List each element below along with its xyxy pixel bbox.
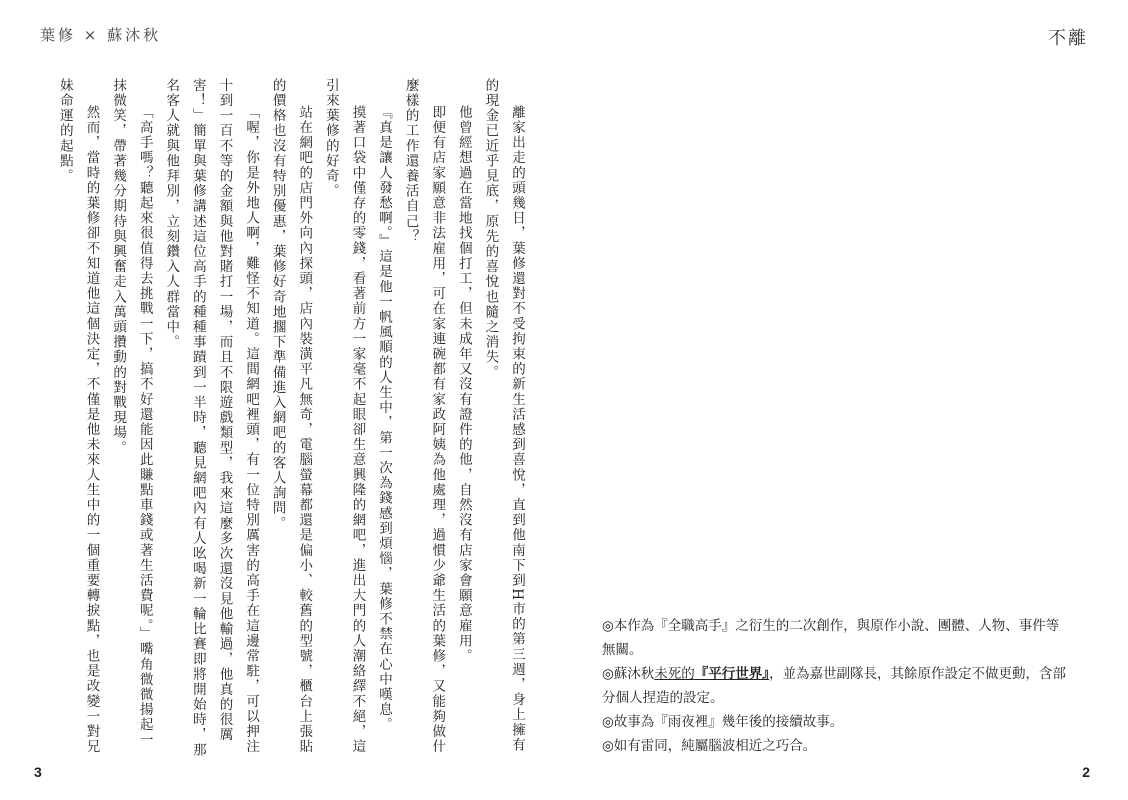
story-paragraph: 摸著口袋中僅存的零錢，看著前方一家毫不起眼卻生意興隆的網吧，進出大門的人潮絡繹不絕，這引來葉修的好奇。: [322, 78, 366, 755]
story-paragraph: 然而，當時的葉修卻不知道他這個決定，不僅是他未來人生中的一個重要轉捩點，也是改變一對兄妹命運的起點。: [56, 78, 100, 755]
story-text: [52, 78, 530, 758]
page-number-right: 2: [1082, 764, 1090, 780]
left-page-header: 葉修 × 蘇沐秋: [40, 26, 162, 44]
disclaimer-note: [602, 662, 1072, 710]
story-paragraph: 「喔，你是外地人啊，難怪不知道。這間網吧裡頭，有一位特別厲害的高手在這邊常駐，可以押注十到一百不等的金額與他對賭打一場，而且不限遊戲類型，我來這麼多次還沒見他輸過，他真的很厲害！」簡單與葉修講述這位高手的種種事蹟到一半時，聽見網吧內有人吆喝新一輪比賽即將開始時，那名客人就與他拜別，立刻鑽入人群當中。: [163, 78, 260, 758]
note-suffix: ，並為嘉世副隊長，其餘原作設定不做更動，含部分個人捏造的設定。: [602, 666, 1067, 706]
right-page-header: 不離: [1048, 28, 1088, 49]
disclaimer-note: ◎故事為『雨夜裡』幾年後的接續故事。: [602, 714, 844, 730]
disclaimer-notes: [602, 614, 1072, 758]
disclaimer-note: ◎本作為『全職高手』之衍生的二次創作，與原作小說、團體、人物、事件等無關。: [602, 618, 1060, 658]
note-underlined-text: 未死的: [654, 666, 695, 682]
note-prefix: ◎蘇沐秋: [602, 666, 655, 682]
story-paragraph: 「高手嗎？聽起來很值得去挑戰一下，搞不好還能因此賺點車錢或著生活費呢。」嘴角微微揚起一抹微笑，帶著幾分期待與興奮走入萬頭攢動的對戰現場。: [110, 78, 153, 748]
disclaimer-note: ◎如有雷同，純屬腦波相近之巧合。: [602, 738, 817, 754]
story-paragraph: 站在網吧的店門外向內探頭，店內裝潢平凡無奇，電腦螢幕都還是偏小、較舊的型號，櫃台上張貼的價格也沒有特別優惠，葉修好奇地擱下準備進入網吧的客人詢問。: [269, 78, 313, 755]
story-paragraph: 即便有店家願意非法雇用，可在家連碗都有家政阿姨為他處理，過慣少爺生活的葉修，又能夠做什麼樣的工作還養活自己？: [402, 78, 446, 755]
page-number-left: 3: [34, 764, 42, 780]
story-paragraph: 『真是讓人發愁啊。』這是他一帆風順的人生中，第一次為錢感到煩惱，葉修不禁在心中嘆息。: [376, 105, 393, 733]
note-highlight-title: 『平行世界』: [694, 666, 770, 682]
story-paragraph: 離家出走的頭幾日，葉修還對不受拘束的新生活感到喜悅，直到他南下到H市的第三週，身上擁有的現金已近乎見底，原先的喜悅也隨之消失。: [482, 78, 525, 753]
story-paragraph: 他曾經想過在當地找個打工，但未成年又沒有證件的他，自然沒有店家會願意雇用。: [455, 105, 472, 664]
